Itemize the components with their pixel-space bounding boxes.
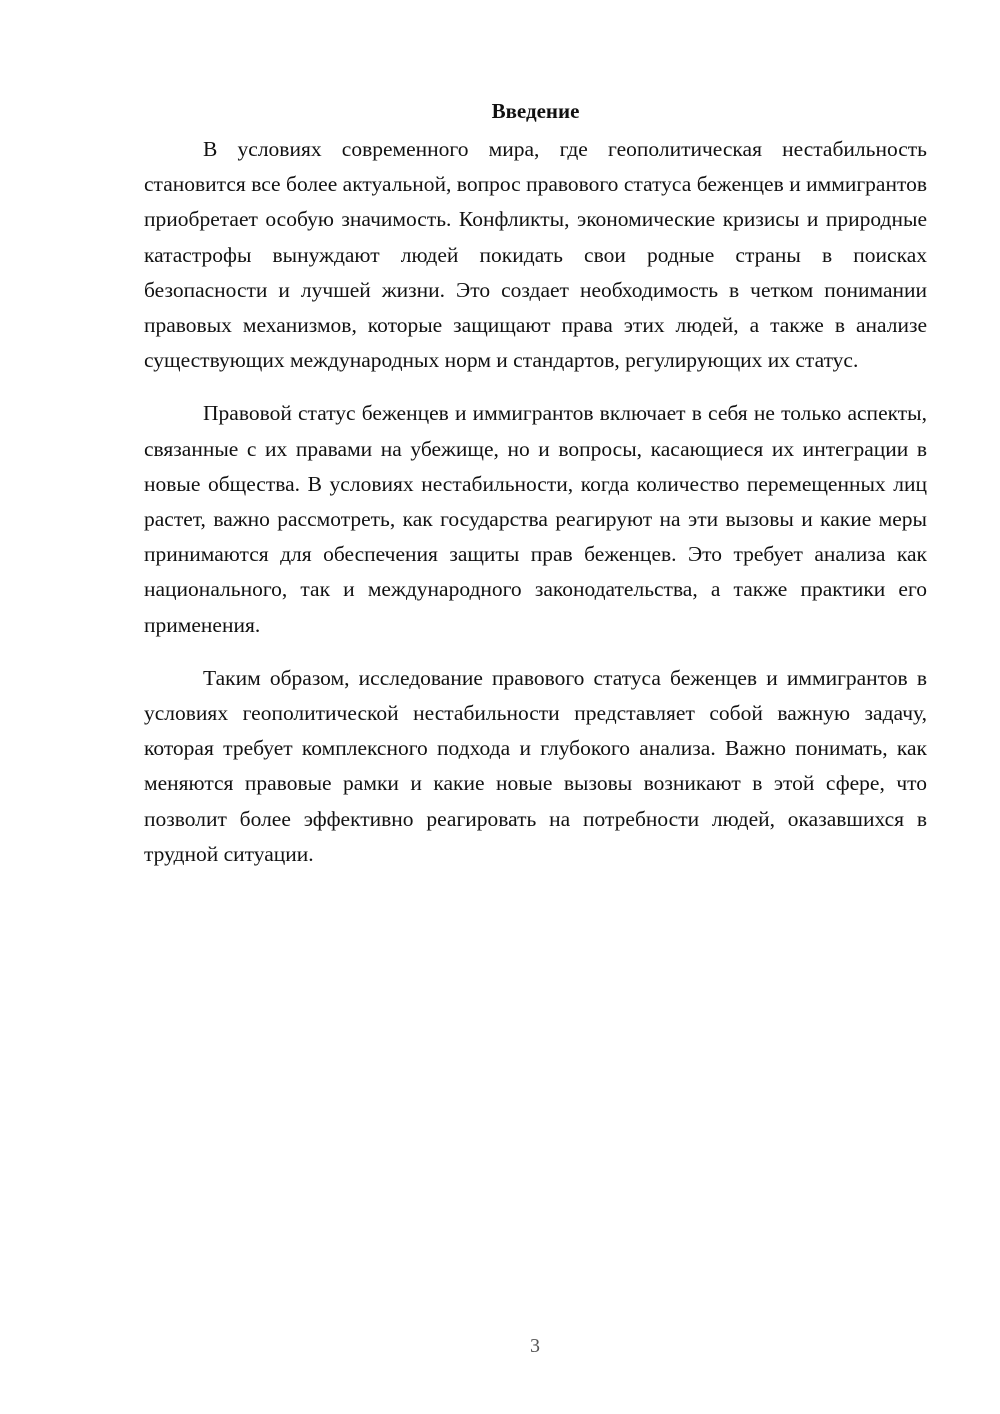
document-body bbox=[144, 96, 927, 890]
paragraph-2: Правовой статус беженцев и иммигрантов включает в себя не только аспекты, связанные с их правами на убежище, но и вопросы, касающиеся их интеграции в новые общества. В условиях нестабильности, когда количество перемещенных лиц растет, важно рассмотреть, как государства реагируют на эти вызовы и какие меры принимаются для обеспечения защиты прав беженцев. Это требует анализа как национального, так и международного законодательства, а также практики его применения. bbox=[144, 401, 927, 637]
paragraph-3: Таким образом, исследование правового статуса беженцев и иммигрантов в условиях геополитической нестабильности представляет собой важную задачу, которая требует комплексного подхода и глубокого анализа. Важно понимать, как меняются правовые рамки и какие новые вызовы возникают в этой сфере, что позволит более эффективно реагировать на потребности людей, оказавшихся в трудной ситуации. bbox=[144, 665, 927, 866]
section-heading: Введение bbox=[491, 99, 580, 123]
paragraph-1: В условиях современного мира, где геополитическая нестабильность становится все более актуальной, вопрос правового статуса беженцев и иммигрантов приобретает особую значимость. Конфликты, экономические кризисы и природные катастрофы вынуждают людей покидать свои родные страны в поисках безопасности и лучшей жизни. Это создает необходимость в четком понимании правовых механизмов, которые защищают права этих людей, а также в анализе существующих международных норм и стандартов, регулирующих их статус. bbox=[144, 137, 927, 373]
page-number: 3 bbox=[530, 1335, 540, 1357]
